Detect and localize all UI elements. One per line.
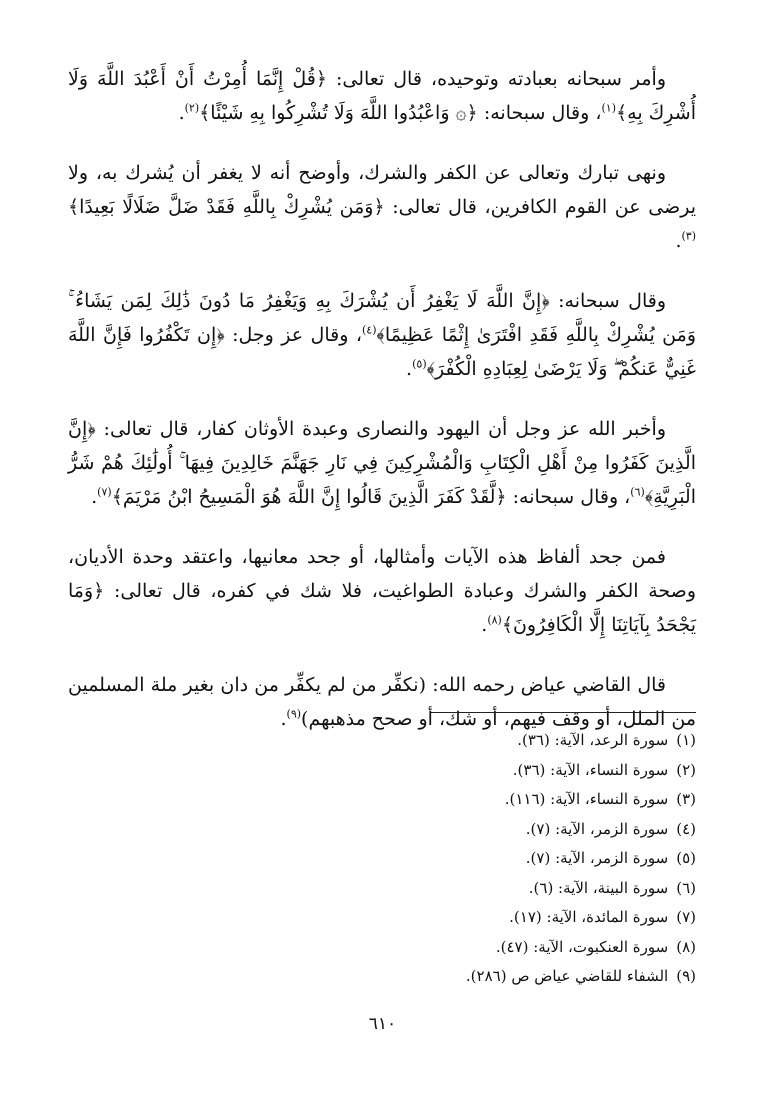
quran-verse: ﴿إِن تَكْفُرُوا فَإِنَّ اللَّهَ غَنِيٌّ عَنكُمْ ۖ وَلَا يَرْضَىٰ لِعِبَادِهِ الْكُفْرَ﴾ (68, 324, 696, 380)
footnote-ref: (٤) (361, 323, 377, 337)
paragraph-text: . (91, 486, 98, 508)
footnote-number: (٨) (676, 937, 696, 956)
paragraph-text: وأمر سبحانه بعبادته وتوحيده، قال تعالى: (326, 68, 666, 90)
paragraph-text: . (280, 708, 287, 730)
footnote-text: سورة النساء، الآية: (١١٦). (504, 790, 669, 808)
footnote (300, 726, 696, 756)
footnote-text: سورة البينة، الآية: (٦). (528, 878, 669, 897)
quran-verse: ﴿۞ وَاعْبُدُوا اللَّهَ وَلَا تُشْرِكُوا بِهِ شَيْئًا﴾ (199, 102, 478, 124)
footnote (300, 785, 696, 815)
quran-verse: ﴿إِنَّ الَّذِينَ كَفَرُوا مِنْ أَهْلِ الْكِتَابِ وَالْمُشْرِكِينَ فِي نَارِ جَهَنَّمَ خَالِدِينَ فِيهَا ۚ أُولَٰئِكَ هُمْ شَرُّ الْبَرِيَّةِ﴾ (68, 418, 696, 508)
footnote-ref: (٢) (184, 101, 200, 115)
footnote (300, 933, 696, 963)
page-number: ٦١٠ (368, 1014, 397, 1034)
footnote-text: سورة الزمر، الآية: (٧). (525, 849, 669, 867)
paragraph-text: . (675, 230, 682, 252)
footnote (300, 903, 696, 933)
footnote-text: سورة المائدة، الآية: (١٧). (509, 908, 669, 926)
footnote-ref: (٧) (97, 485, 112, 499)
paragraph-text: ، وقال سبحانه: (477, 102, 602, 124)
paragraph-text: . (406, 358, 413, 380)
footnote-ref: (٥) (412, 357, 427, 371)
footnote-number: (٥) (676, 849, 696, 867)
footnote-text: سورة النساء، الآية: (٣٦). (512, 760, 669, 779)
footnote (300, 874, 696, 904)
paragraph-text: . (481, 614, 488, 636)
paragraph-text: . (178, 102, 185, 124)
footnote-ref: (٦) (630, 485, 645, 499)
quran-verse: ﴿لَّقَدْ كَفَرَ الَّذِينَ قَالُوا إِنَّ اللَّهَ هُوَ الْمَسِيحُ ابْنُ مَرْيَمَ﴾ (111, 486, 507, 508)
footnote-number: (٦) (676, 878, 696, 897)
paragraph-text: ، وقال سبحانه: (506, 486, 631, 508)
footnote-number: (٧) (676, 908, 696, 926)
footnote (300, 962, 696, 992)
paragraph-text: ونهى تبارك وتعالى عن الكفر والشرك، وأوضح أنه لا يغفر أن يُشرك به، ولا يرضى عن القوم الكافرين، قال تعالى: (68, 162, 696, 218)
paragraph-text: وأخبر الله عز وجل أن اليهود والنصارى وعبدة الأوثان كفار، قال تعالى: (95, 418, 666, 440)
paragraph-text: وقال سبحانه: (549, 290, 666, 312)
footnote-text: سورة العنكبوت، الآية: (٤٧). (495, 937, 669, 956)
footnote (300, 815, 696, 845)
paragraph-1 (68, 62, 696, 130)
footnote (300, 844, 696, 874)
footnote-number: (١) (676, 731, 696, 749)
paragraph-5 (68, 540, 696, 642)
footnote-ref: (٩) (286, 707, 302, 721)
footnote-ref: (٨) (487, 613, 502, 627)
quran-verse: ﴿وَمَا يَجْحَدُ بِآيَاتِنَا إِلَّا الْكَافِرُونَ﴾ (68, 580, 696, 636)
footnote-number: (٢) (676, 760, 696, 779)
paragraph-text: ، وقال عز وجل: (224, 324, 362, 346)
footnote-number: (٣) (676, 790, 696, 808)
footnote-text: سورة الزمر، الآية: (٧). (525, 819, 669, 838)
footnote-divider (431, 712, 696, 713)
footnote-number: (٩) (676, 967, 696, 985)
footnote-text: الشفاء للقاضي عياض ص (٢٨٦). (465, 967, 669, 985)
footnote-number: (٤) (676, 819, 696, 838)
main-text (68, 62, 696, 762)
footnote-text: سورة الرعد، الآية: (٣٦). (517, 731, 669, 749)
paragraph-2 (68, 156, 696, 258)
footnote-ref: (١) (601, 101, 616, 115)
paragraph-4 (68, 412, 696, 514)
footnotes-list (300, 726, 696, 992)
quran-verse: ﴿قُلْ إِنَّمَا أُمِرْتُ أَنْ أَعْبُدَ اللَّهَ وَلَا أُشْرِكَ بِهِ﴾ (68, 68, 696, 124)
paragraph-text: قال القاضي عياض رحمه الله: (نكفِّر من لم يكفِّر من دان بغير ملة المسلمين من الملل، أو وقف فيهم، أو شك، أو صحح مذهبهم) (68, 674, 696, 730)
footnote (300, 756, 696, 786)
footnote-ref: (٣) (681, 229, 696, 243)
quran-verse: ﴿وَمَن يُشْرِكْ بِاللَّهِ فَقَدْ ضَلَّ ضَلَالًا بَعِيدًا﴾ (68, 196, 385, 218)
quran-verse: ﴿إِنَّ اللَّهَ لَا يَغْفِرُ أَن يُشْرَكَ بِهِ وَيَغْفِرُ مَا دُونَ ذَٰلِكَ لِمَن يَشَاءُ ۚ وَمَن يُشْرِكْ بِاللَّهِ فَقَدِ افْتَرَىٰ إِثْمًا عَظِيمًا﴾ (68, 290, 696, 346)
paragraph-text: فمن جحد ألفاظ هذه الآيات وأمثالها، أو جحد معانيها، واعتقد وحدة الأديان، وصحة الكفر والشرك وعبادة الطواغيت، فلا شك في كفره، قال تعالى: (68, 546, 696, 602)
paragraph-3 (68, 284, 696, 386)
